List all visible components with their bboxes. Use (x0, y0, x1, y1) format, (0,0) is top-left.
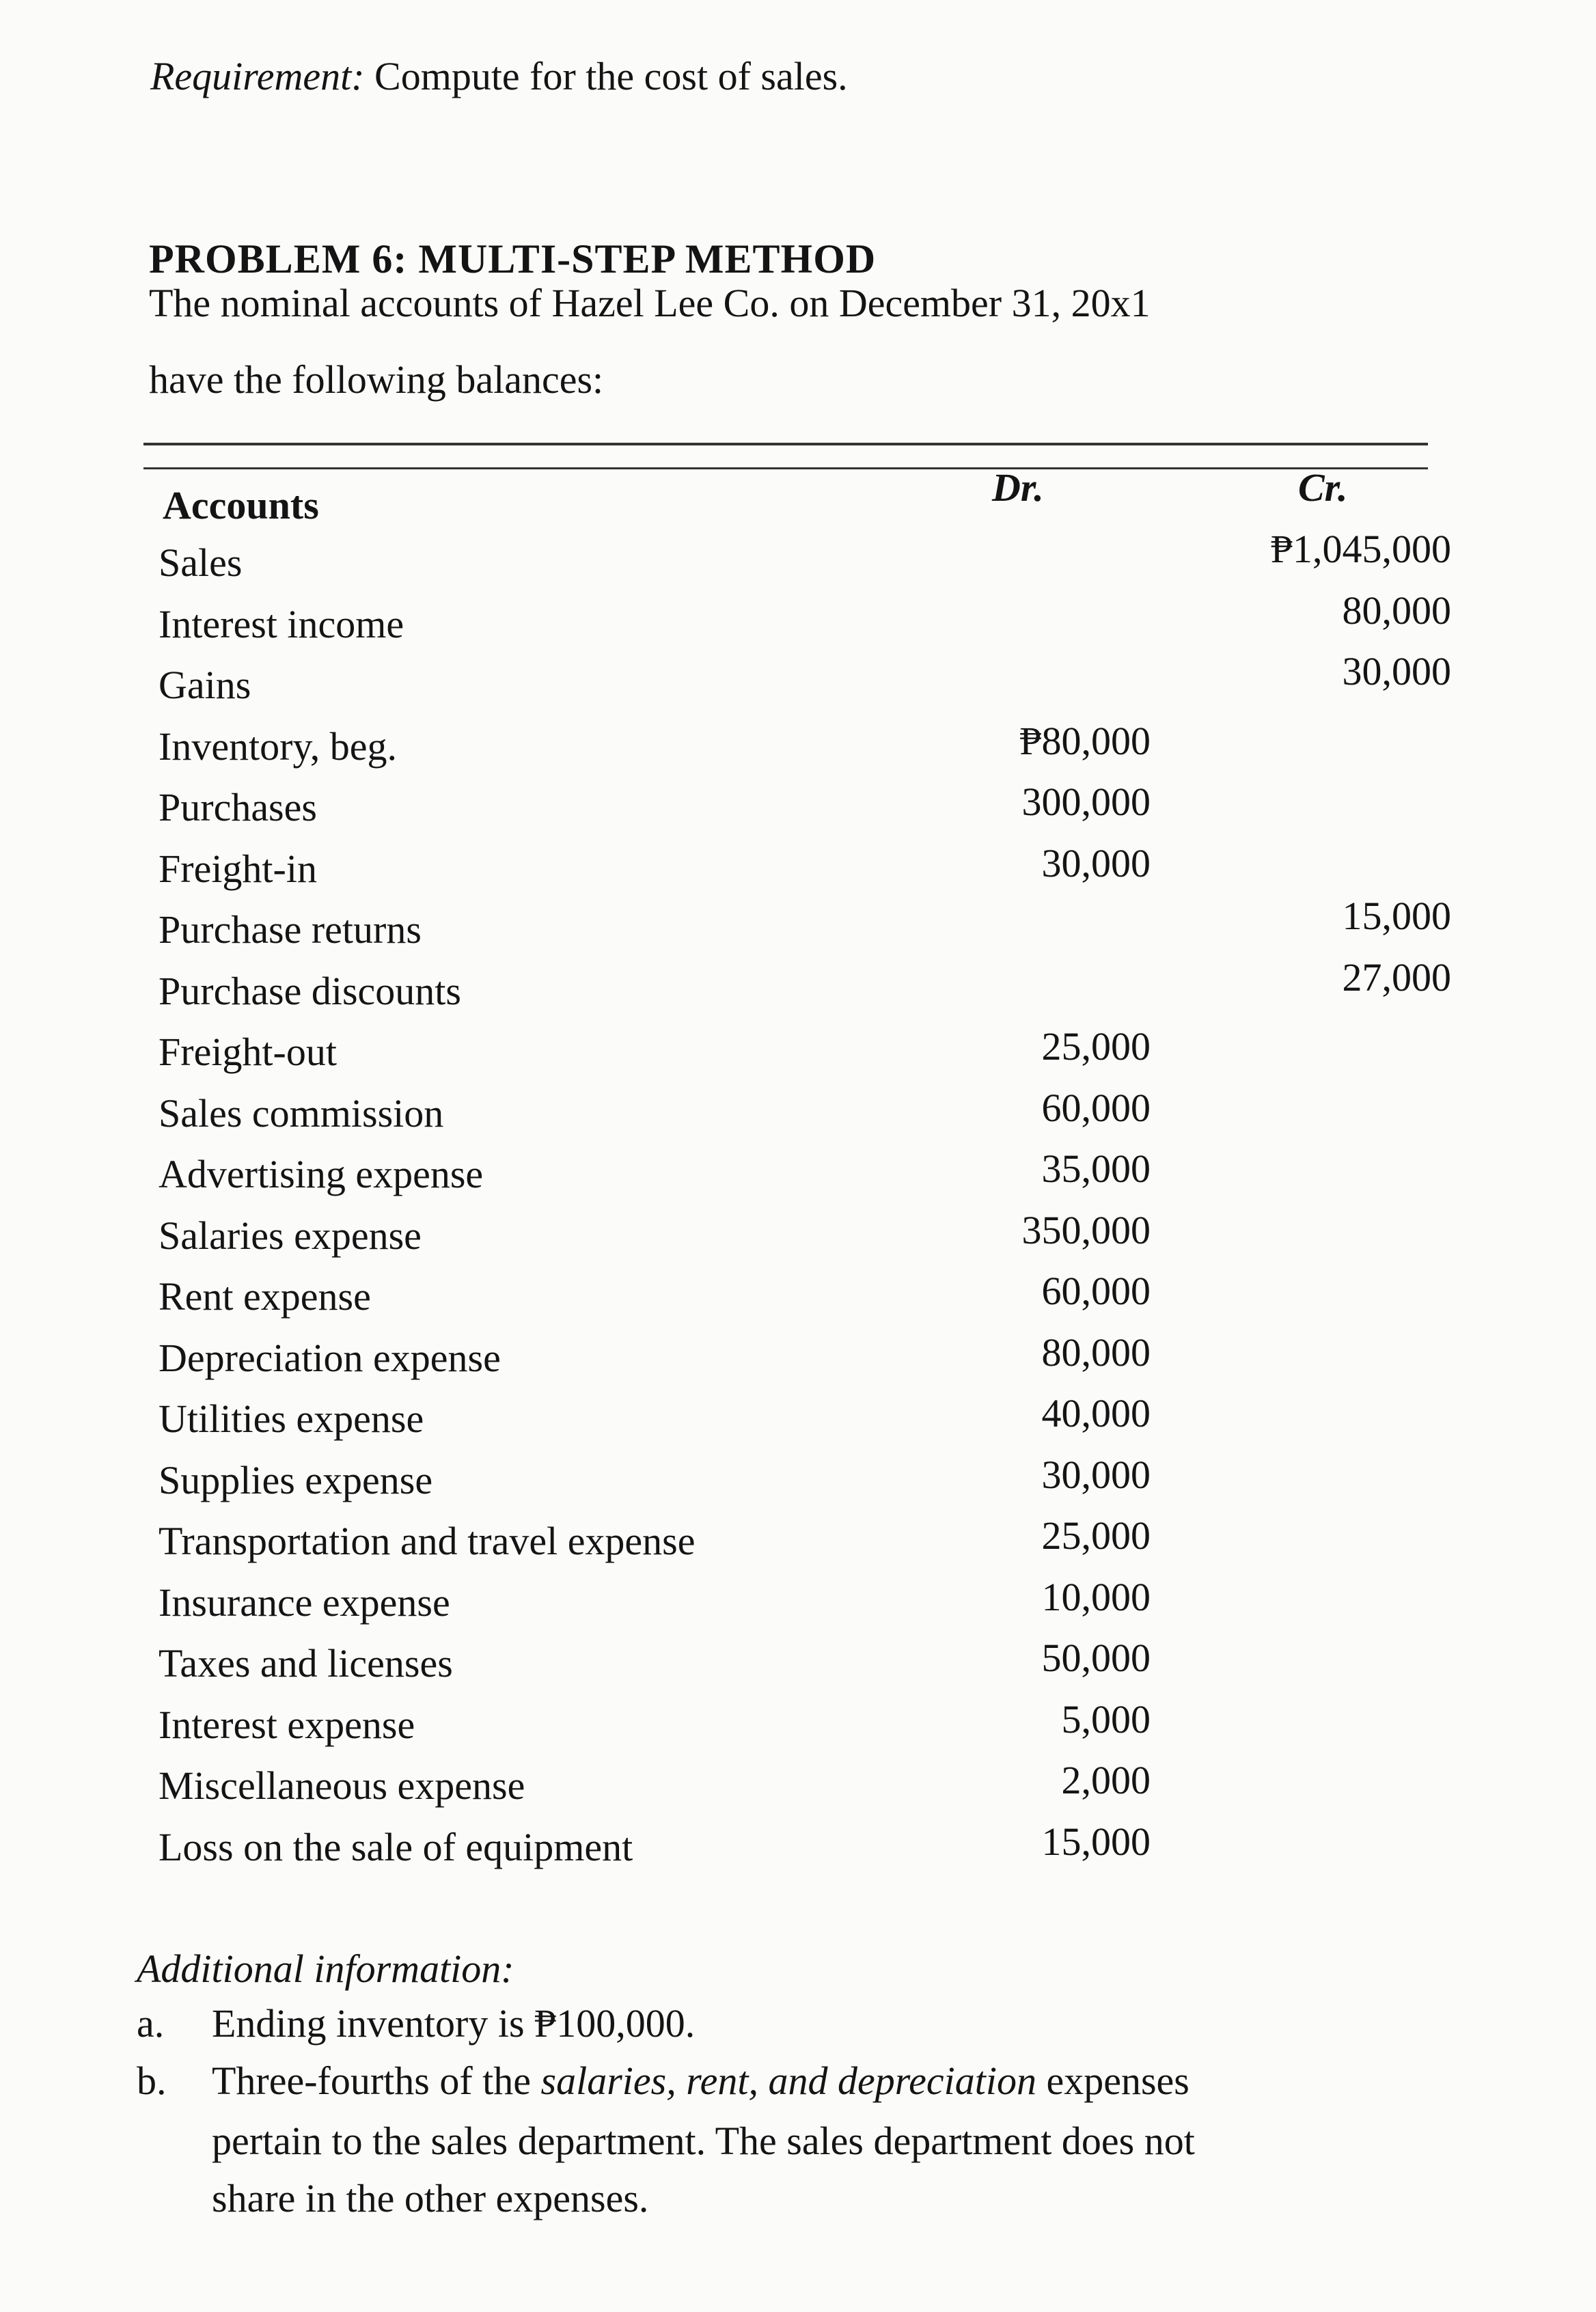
header-debit: Dr. (992, 465, 1044, 510)
account-name: Purchases (159, 785, 317, 829)
debit-amount: 25,000 (1041, 1024, 1151, 1069)
account-name: Rent expense (159, 1274, 371, 1319)
additional-info-title: Additional information: (137, 1946, 514, 1991)
table-top-rule (143, 443, 1428, 445)
debit-amount: 10,000 (1041, 1575, 1151, 1619)
account-name: Freight-in (159, 847, 317, 891)
account-name: Taxes and licenses (159, 1641, 453, 1685)
account-name: Insurance expense (159, 1580, 450, 1625)
debit-amount: 40,000 (1041, 1391, 1151, 1435)
account-name: Gains (159, 663, 251, 707)
debit-amount: 35,000 (1041, 1146, 1151, 1191)
account-name: Salaries expense (159, 1213, 422, 1258)
note-a-text: Ending inventory is ₱100,000. (212, 2001, 696, 2046)
debit-amount: 80,000 (1041, 1330, 1151, 1375)
account-name: Sales (159, 540, 243, 585)
account-name: Supplies expense (159, 1458, 433, 1502)
problem-title: PROBLEM 6: MULTI-STEP METHOD (149, 236, 877, 281)
debit-amount: 30,000 (1041, 1453, 1151, 1497)
header-accounts: Accounts (163, 483, 319, 527)
account-name: Utilities expense (159, 1396, 424, 1441)
account-name: Loss on the sale of equipment (159, 1825, 633, 1869)
note-b-marker: b. (137, 2059, 167, 2103)
credit-amount: 80,000 (1342, 588, 1451, 633)
debit-amount: 30,000 (1041, 841, 1151, 885)
debit-amount: 60,000 (1041, 1086, 1151, 1130)
account-name: Advertising expense (159, 1152, 484, 1196)
requirement-label: Requirement: (150, 54, 365, 98)
account-name: Interest expense (159, 1703, 415, 1747)
debit-amount: 5,000 (1061, 1697, 1151, 1742)
account-name: Sales commission (159, 1091, 444, 1136)
note-b-line-3: share in the other expenses. (212, 2176, 649, 2220)
debit-amount: 60,000 (1041, 1269, 1151, 1313)
header-credit: Cr. (1298, 465, 1348, 510)
credit-amount: 27,000 (1342, 955, 1451, 1000)
account-name: Depreciation expense (159, 1336, 501, 1380)
requirement-line (150, 53, 848, 99)
problem-intro-line-2: have the following balances: (149, 357, 604, 402)
table-header-rule (143, 467, 1428, 469)
note-b-line-1 (137, 2058, 1189, 2104)
credit-amount: 30,000 (1342, 649, 1451, 693)
debit-amount: ₱80,000 (1019, 719, 1151, 763)
note-a (137, 2000, 695, 2046)
account-name: Freight-out (159, 1030, 337, 1074)
account-name: Transportation and travel expense (159, 1519, 696, 1563)
debit-amount: 50,000 (1041, 1636, 1151, 1680)
account-name: Purchase discounts (159, 969, 461, 1013)
account-name: Inventory, beg. (159, 724, 397, 769)
debit-amount: 300,000 (1021, 780, 1151, 824)
debit-amount: 25,000 (1041, 1513, 1151, 1558)
account-name: Purchase returns (159, 907, 422, 952)
debit-amount: 15,000 (1041, 1819, 1151, 1864)
note-b-line-1-pre: Three-fourths of the (212, 2059, 532, 2103)
note-a-marker: a. (137, 2001, 165, 2046)
account-name: Interest income (159, 602, 404, 646)
credit-amount: 15,000 (1342, 894, 1451, 938)
note-b-line-1-emphasis: salaries, rent, and depreciation (540, 2059, 1036, 2103)
account-name: Miscellaneous expense (159, 1763, 525, 1808)
credit-amount: ₱1,045,000 (1270, 527, 1451, 571)
note-b-line-1-post: expenses (1046, 2059, 1189, 2103)
problem-intro-line-1: The nominal accounts of Hazel Lee Co. on December 31, 20x1 (149, 281, 1151, 325)
debit-amount: 2,000 (1061, 1758, 1151, 1802)
requirement-text: Compute for the cost of sales. (374, 54, 848, 98)
debit-amount: 350,000 (1021, 1208, 1151, 1252)
note-b-line-2: pertain to the sales department. The sales department does not (212, 2119, 1195, 2163)
